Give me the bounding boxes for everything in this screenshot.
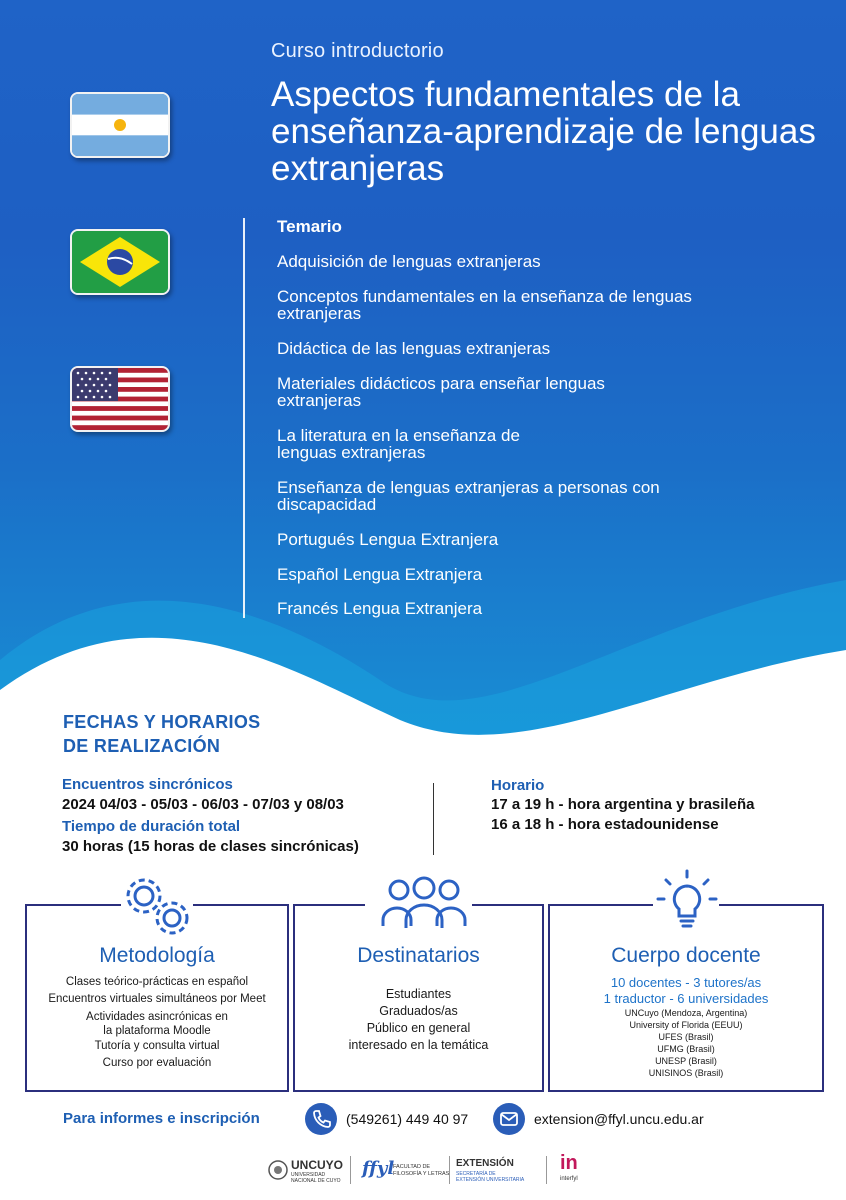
logo-subtext-line: NACIONAL DE CUYO <box>291 1178 341 1184</box>
card-border-segment <box>193 904 287 906</box>
topic-item: Francés Lengua Extranjera <box>277 599 483 618</box>
dates-title-line: DE REALIZACIÓN <box>63 736 221 756</box>
ffyl-logo-mark: ffyl <box>362 1158 395 1179</box>
docentes-summary-1: 10 docentes - 3 tutores/as <box>610 975 762 990</box>
schedule-label: Horario <box>491 777 545 794</box>
list-item: UFMG (Brasil) <box>657 1044 715 1054</box>
list-item: University of Florida (EEUU) <box>629 1020 743 1030</box>
card-border-segment <box>295 904 365 906</box>
duration-label: Tiempo de duración total <box>62 818 241 835</box>
list-item: Graduados/as <box>379 1004 458 1018</box>
logo-subtext-line: SECRETARÍA DE <box>456 1171 496 1177</box>
list-item: Encuentros virtuales simultáneos por Meet <box>48 993 266 1005</box>
list-item: UNISINOS (Brasil) <box>648 1068 724 1078</box>
destinatarios-card <box>293 904 544 1092</box>
logo-subtext-line: FACULTAD DE <box>393 1164 431 1170</box>
brazil-flag-icon <box>70 229 170 295</box>
list-item: la plataforma Moodle <box>103 1025 211 1037</box>
card-border-segment <box>550 904 653 906</box>
temario-divider <box>243 218 245 618</box>
schedule-desc: - hora argentina y brasileña <box>554 796 755 813</box>
list-item: UNESP (Brasil) <box>655 1056 717 1066</box>
uncuyo-seal-icon <box>268 1158 288 1182</box>
schedule-row-2 <box>491 816 719 833</box>
interfyl-logo-text: interfyl <box>560 1176 578 1182</box>
extension-logo-subtext <box>456 1171 524 1183</box>
metodologia-card <box>25 904 289 1092</box>
contact-label: Para informes e inscripción <box>63 1110 260 1127</box>
schedule-time: 17 a 19 h <box>491 796 555 813</box>
docentes-card <box>548 904 824 1092</box>
temario-heading: Temario <box>277 217 342 236</box>
email-link[interactable]: extension@ffyl.uncu.edu.ar <box>534 1111 704 1127</box>
metodologia-title: Metodología <box>99 944 215 967</box>
docentes-title: Cuerpo docente <box>611 944 761 967</box>
dates-title-line: FECHAS Y HORARIOS <box>63 712 261 732</box>
destinatarios-title: Destinatarios <box>357 944 480 967</box>
topic-item: Didáctica de las lenguas extranjeras <box>277 339 551 358</box>
people-group-icon <box>379 876 469 932</box>
list-item: Curso por evaluación <box>102 1057 212 1069</box>
duration-value: 30 horas (15 horas de clases sincrónicas) <box>62 838 359 855</box>
topic-item: Conceptos fundamentales en la enseñanza de lenguas extranjeras <box>277 287 692 323</box>
extension-logo-text: EXTENSIÓN <box>456 1158 514 1169</box>
logo-subtext-line: FILOSOFÍA Y LETRAS <box>393 1171 450 1177</box>
interfyl-logo-mark: in <box>560 1152 578 1174</box>
destinatarios-list <box>295 986 542 1054</box>
list-item: Clases teórico-prácticas en español <box>65 976 249 988</box>
course-title: Aspectos fundamentales de la enseñanza-aprendizaje de lenguas extranjeras <box>271 75 816 188</box>
sync-label: Encuentros sincrónicos <box>62 776 233 793</box>
universities-list <box>550 1007 822 1079</box>
metodologia-list <box>27 974 287 1072</box>
list-item: UFES (Brasil) <box>658 1032 714 1042</box>
argentina-flag-icon <box>70 92 170 158</box>
sync-dates: 2024 04/03 - 05/03 - 06/03 - 07/03 y 08/03 <box>62 796 344 813</box>
dates-divider <box>433 783 434 855</box>
list-item: Público en general <box>366 1021 471 1035</box>
logo-divider <box>350 1156 351 1184</box>
footer-logos <box>0 1150 846 1190</box>
uncuyo-logo-text: UNCUYO <box>291 1158 344 1172</box>
list-item: interesado en la temática <box>348 1038 489 1052</box>
logo-subtext-line: UNIVERSIDAD <box>291 1172 326 1178</box>
schedule-time: 16 a 18 h <box>491 816 555 833</box>
list-item: Actividades asincrónicas en <box>86 1011 228 1023</box>
logo-divider <box>449 1156 450 1184</box>
schedule-row-1 <box>491 796 754 813</box>
usa-flag-icon <box>70 366 170 432</box>
topic-item: Adquisición de lenguas extranjeras <box>277 252 541 271</box>
dates-section-title <box>63 710 260 758</box>
docentes-summary-2: 1 traductor - 6 universidades <box>603 991 769 1006</box>
email-icon <box>493 1103 525 1135</box>
topic-item: Materiales didácticos para enseñar lenguas extranjeras <box>277 374 605 410</box>
card-border-segment <box>27 904 121 906</box>
card-border-segment <box>719 904 822 906</box>
topic-item: Portugués Lengua Extranjera <box>277 530 499 549</box>
topic-item: La literatura en la enseñanza de lenguas extranjeras <box>277 426 520 462</box>
topic-item: Enseñanza de lenguas extranjeras a personas con discapacidad <box>277 478 660 514</box>
phone-icon <box>305 1103 337 1135</box>
list-item: Tutoría y consulta virtual <box>94 1040 220 1052</box>
schedule-desc: - hora estadounidense <box>554 816 719 833</box>
card-border-segment <box>472 904 542 906</box>
list-item: Estudiantes <box>385 987 452 1001</box>
topic-item: Español Lengua Extranjera <box>277 565 483 584</box>
logo-divider <box>546 1156 547 1184</box>
gears-icon <box>120 874 196 942</box>
logo-subtext-line: EXTENSIÓN UNIVERSITARIA <box>456 1177 525 1183</box>
list-item: UNCuyo (Mendoza, Argentina) <box>624 1008 748 1018</box>
phone-link[interactable]: (549261) 449 40 97 <box>346 1111 469 1127</box>
lightbulb-icon <box>654 868 720 934</box>
course-subtitle: Curso introductorio <box>271 40 444 62</box>
uncuyo-logo-subtext <box>291 1172 341 1184</box>
ffyl-logo-text <box>393 1164 449 1178</box>
